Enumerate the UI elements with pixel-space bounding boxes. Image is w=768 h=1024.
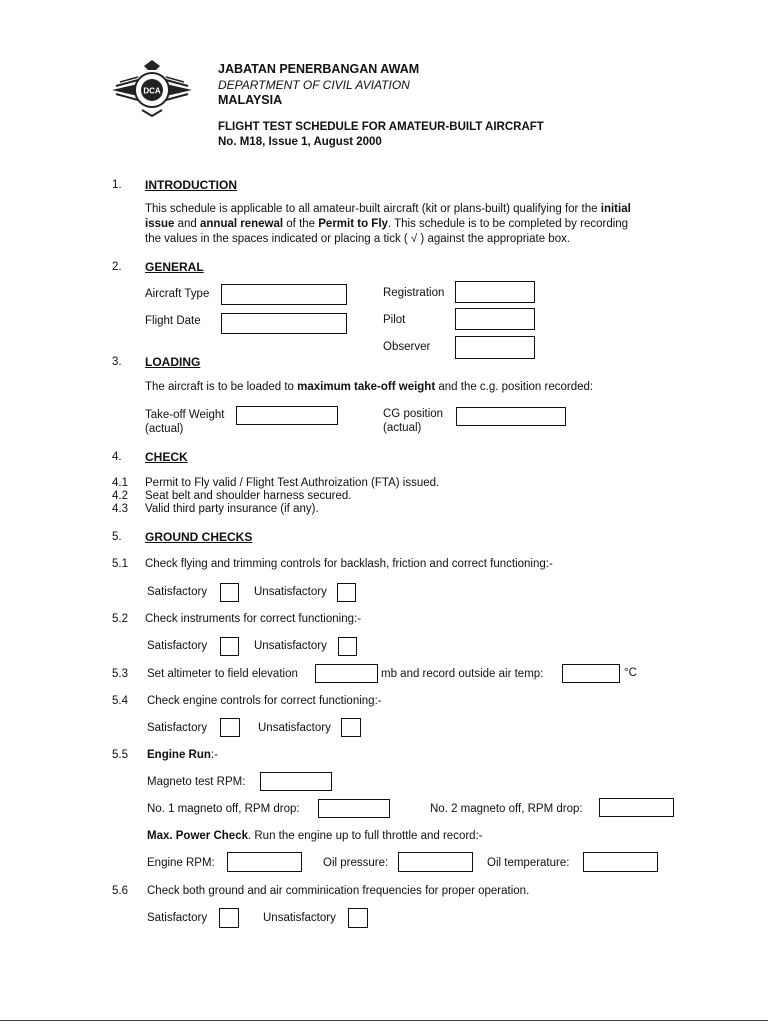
section-3-number: 3. bbox=[112, 356, 122, 368]
section-4-title: CHECK bbox=[145, 450, 188, 464]
registration-label: Registration bbox=[383, 287, 445, 299]
takeoff-weight-label: Take-off Weight bbox=[145, 409, 225, 421]
outside-air-temp-field[interactable] bbox=[562, 664, 620, 683]
unsatisfactory-checkbox-5-2[interactable] bbox=[338, 637, 357, 656]
loading-text: The aircraft is to be loaded to maximum take-off weight and the c.g. position recorded: bbox=[145, 381, 594, 393]
check-item-number: 4.3 bbox=[112, 503, 128, 515]
unsatisfactory-label: Unsatisfactory bbox=[254, 586, 327, 598]
item-5-6-number: 5.6 bbox=[112, 885, 128, 897]
logo-text: DCA bbox=[143, 86, 161, 96]
item-5-1-number: 5.1 bbox=[112, 558, 128, 570]
satisfactory-checkbox-5-6[interactable] bbox=[219, 908, 239, 928]
item-5-3-number: 5.3 bbox=[112, 668, 128, 680]
observer-field[interactable] bbox=[455, 336, 535, 359]
satisfactory-label: Satisfactory bbox=[147, 586, 208, 598]
field-elevation-field[interactable] bbox=[315, 664, 378, 683]
section-5-title: GROUND CHECKS bbox=[145, 530, 253, 544]
magneto-1-rpm-drop-field[interactable] bbox=[318, 799, 390, 818]
doc-title: FLIGHT TEST SCHEDULE FOR AMATEUR-BUILT AIRCRAFT bbox=[218, 121, 544, 133]
section-4-number: 4. bbox=[112, 451, 122, 463]
section-2-title: GENERAL bbox=[145, 260, 204, 274]
flight-date-field[interactable] bbox=[221, 313, 347, 334]
unsatisfactory-label: Unsatisfactory bbox=[263, 912, 336, 924]
section-1-number: 1. bbox=[112, 179, 122, 191]
check-item-text: Permit to Fly valid / Flight Test Authroization (FTA) issued. bbox=[145, 477, 440, 489]
cg-position-field[interactable] bbox=[456, 407, 566, 426]
item-5-5-title: Engine Run:- bbox=[147, 749, 218, 761]
unsatisfactory-checkbox-5-6[interactable] bbox=[348, 908, 368, 928]
magneto-test-rpm-field[interactable] bbox=[260, 772, 332, 791]
doc-number: No. M18, Issue 1, August 2000 bbox=[218, 136, 382, 148]
check-item-number: 4.1 bbox=[112, 477, 128, 489]
item-5-3-text: Set altimeter to field elevation bbox=[147, 668, 298, 680]
section-2-number: 2. bbox=[112, 261, 122, 273]
unsatisfactory-label: Unsatisfactory bbox=[254, 640, 327, 652]
cg-position-label: CG position bbox=[383, 408, 444, 420]
satisfactory-checkbox-5-4[interactable] bbox=[220, 718, 240, 737]
takeoff-weight-sublabel: (actual) bbox=[145, 423, 184, 435]
check-item-text: Seat belt and shoulder harness secured. bbox=[145, 490, 352, 502]
intro-line-2: issue and annual renewal of the Permit to Fly. This schedule is to be completed by recording bbox=[145, 218, 629, 230]
intro-line-3: the values in the spaces indicated or placing a tick ( √ ) against the appropriate box. bbox=[145, 233, 571, 245]
pilot-label: Pilot bbox=[383, 314, 406, 326]
item-5-3-text-2: mb and record outside air temp: bbox=[381, 668, 544, 680]
org-english: DEPARTMENT OF CIVIL AVIATION bbox=[218, 78, 410, 92]
magneto-1-label: No. 1 magneto off, RPM drop: bbox=[147, 803, 300, 815]
intro-line-1: This schedule is applicable to all amateur-built aircraft (kit or plans-built) qualifying for the initial bbox=[145, 203, 631, 215]
magneto-2-label: No. 2 magneto off, RPM drop: bbox=[430, 803, 583, 815]
check-item-number: 4.2 bbox=[112, 490, 128, 502]
item-5-2-text: Check instruments for correct functioning:- bbox=[145, 613, 362, 625]
aircraft-type-field[interactable] bbox=[221, 284, 347, 305]
magneto-test-label: Magneto test RPM: bbox=[147, 776, 246, 788]
max-power-check-text: Max. Power Check. Run the engine up to full throttle and record:- bbox=[147, 830, 483, 842]
observer-label: Observer bbox=[383, 341, 431, 353]
item-5-6-text: Check both ground and air comminication frequencies for proper operation. bbox=[147, 885, 530, 897]
item-5-1-text: Check flying and trimming controls for backlash, friction and correct functioning:- bbox=[145, 558, 553, 570]
section-1-title: INTRODUCTION bbox=[145, 178, 237, 192]
unsatisfactory-checkbox-5-4[interactable] bbox=[341, 718, 361, 737]
org-malay: JABATAN PENERBANGAN AWAM bbox=[218, 62, 420, 76]
unsatisfactory-checkbox-5-1[interactable] bbox=[337, 583, 356, 602]
country: MALAYSIA bbox=[218, 93, 283, 107]
oil-pressure-label: Oil pressure: bbox=[323, 857, 389, 869]
oil-temperature-label: Oil temperature: bbox=[487, 857, 570, 869]
satisfactory-checkbox-5-1[interactable] bbox=[220, 583, 239, 602]
takeoff-weight-field[interactable] bbox=[236, 406, 338, 425]
registration-field[interactable] bbox=[455, 281, 535, 303]
item-5-4-text: Check engine controls for correct functioning:- bbox=[147, 695, 382, 707]
section-3-title: LOADING bbox=[145, 355, 201, 369]
page-bottom-rule bbox=[0, 1020, 768, 1021]
unsatisfactory-label: Unsatisfactory bbox=[258, 722, 331, 734]
satisfactory-label: Satisfactory bbox=[147, 912, 208, 924]
pilot-field[interactable] bbox=[455, 308, 535, 330]
cg-position-sublabel: (actual) bbox=[383, 422, 422, 434]
section-5-number: 5. bbox=[112, 531, 122, 543]
oil-temperature-field[interactable] bbox=[583, 852, 658, 872]
aircraft-type-label: Aircraft Type bbox=[145, 288, 210, 300]
flight-date-label: Flight Date bbox=[145, 315, 201, 327]
engine-rpm-field[interactable] bbox=[227, 852, 302, 872]
satisfactory-checkbox-5-2[interactable] bbox=[220, 637, 239, 656]
oil-pressure-field[interactable] bbox=[398, 852, 473, 872]
item-5-5-number: 5.5 bbox=[112, 749, 128, 761]
celsius-unit: °C bbox=[624, 667, 637, 679]
check-item-text: Valid third party insurance (if any). bbox=[145, 503, 319, 515]
item-5-2-number: 5.2 bbox=[112, 613, 128, 625]
item-5-4-number: 5.4 bbox=[112, 695, 128, 707]
engine-rpm-label: Engine RPM: bbox=[147, 857, 215, 869]
satisfactory-label: Satisfactory bbox=[147, 722, 208, 734]
magneto-2-rpm-drop-field[interactable] bbox=[599, 798, 674, 817]
satisfactory-label: Satisfactory bbox=[147, 640, 208, 652]
dca-logo bbox=[108, 58, 196, 120]
